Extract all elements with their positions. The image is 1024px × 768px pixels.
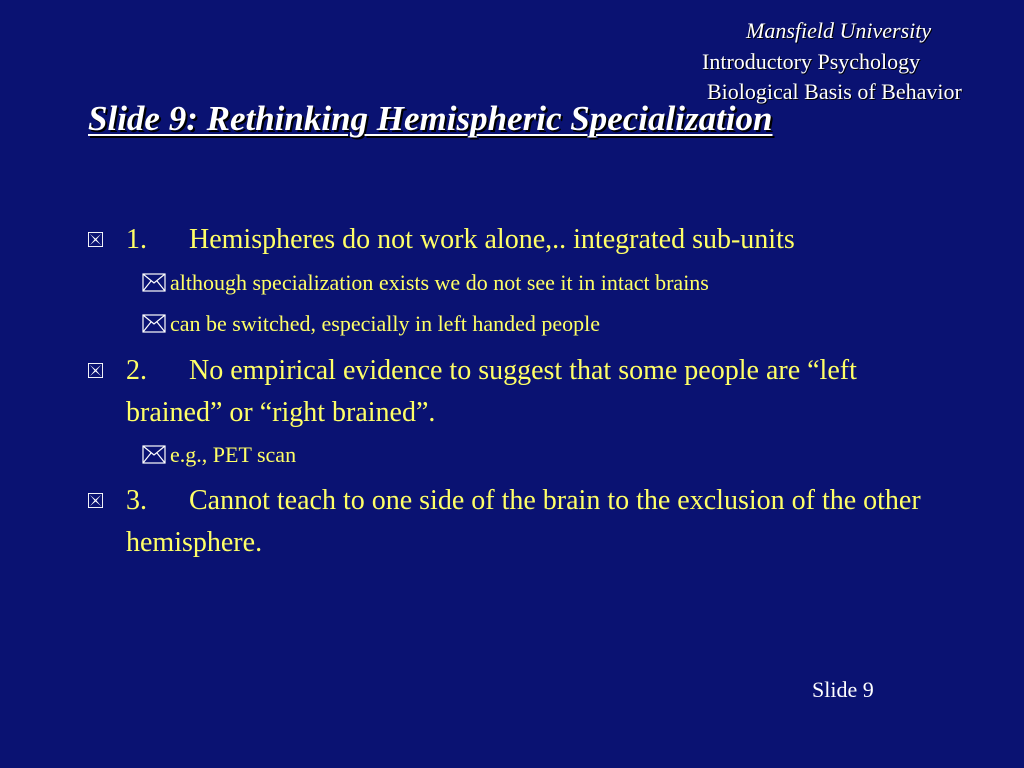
header-university: Mansfield University [746,18,932,43]
sub-point-text: although specialization exists we do not see it in intact brains [170,270,709,295]
sub-bullet-point [170,269,709,297]
header-course: Introductory Psychology [702,49,921,74]
sub-bullet-point [170,441,296,469]
point-text: No empirical evidence to suggest that some people are “left brained” or “right brained”. [126,355,857,428]
bullet-point [126,480,956,564]
slide-number: Slide 9 [812,677,874,702]
bullet-point [126,219,956,261]
envelope-icon [142,273,166,293]
point-number: 3. [126,485,147,516]
sub-point-text: can be switched, especially in left handed people [170,311,601,336]
bullet-point [126,350,956,434]
point-text: Cannot teach to one side of the brain to the exclusion of the other hemisphere. [126,485,921,558]
point-number: 1. [126,224,147,255]
envelope-icon [142,314,166,334]
slide-title: Slide 9: Rethinking Hemispheric Specialization [88,99,773,138]
point-number: 2. [126,355,147,386]
envelope-icon [142,445,166,465]
header-topic: Biological Basis of Behavior [707,79,962,104]
point-text: Hemispheres do not work alone,.. integrated sub-units [189,224,795,255]
maltese-cross-icon [88,493,103,508]
maltese-cross-icon [88,363,103,378]
sub-point-text: e.g., PET scan [170,442,297,467]
maltese-cross-icon [88,232,103,247]
sub-bullet-point [170,310,600,338]
